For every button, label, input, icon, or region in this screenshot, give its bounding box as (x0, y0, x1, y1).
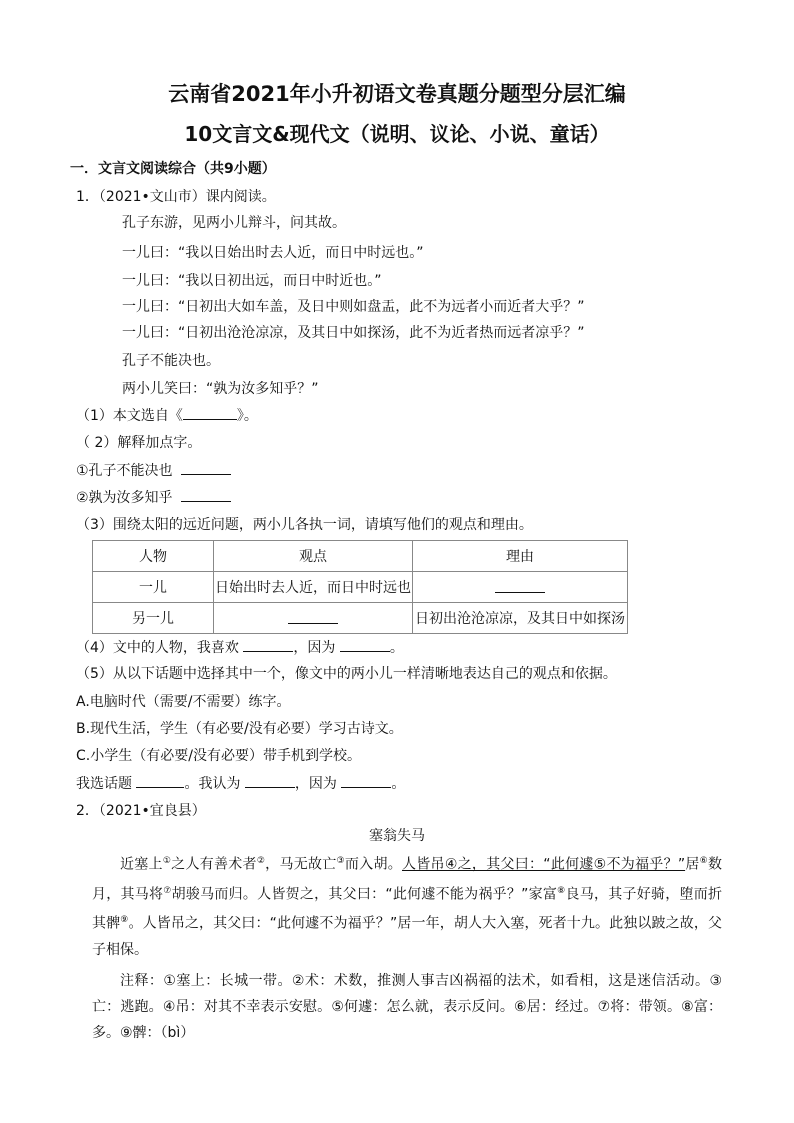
document-title: 云南省2021年小升初语文卷真题分题型分层汇编 (168, 82, 626, 106)
story-title: 塞翁失马 (369, 828, 425, 844)
sub-question-4: （4）文中的人物，我喜欢 ，因为 。 (76, 637, 404, 657)
passage-line: 一儿曰：“日初出大如车盖，及日中则如盘盂，此不为远者小而近者大乎？” (122, 299, 585, 315)
passage-line: 两小儿笑曰：“孰为汝多知乎？” (122, 381, 319, 397)
passage-line: 一儿曰：“我以日初出远，而日中时近也。” (122, 273, 382, 289)
table-cell: 日初出沧沧凉凉，及其日中如探汤 (413, 603, 628, 634)
passage-line: 孔子东游，见两小儿辩斗，问其故。 (122, 215, 346, 231)
viewpoint-table (92, 540, 628, 634)
answer-blank[interactable] (495, 578, 545, 593)
document-subtitle: 10文言文&现代文（说明、议论、小说、童话） (184, 122, 610, 146)
passage-line: 一儿曰：“日初出沧沧凉凉，及其日中如探汤，此不为近者热而远者凉乎？” (122, 325, 585, 341)
answer-blank[interactable] (245, 773, 295, 788)
story-notes: 注释：①塞上：长城一带。②术：术数，推测人事吉凶祸福的法术，如看相，这是迷信活动。③亡：逃跑。④吊：对其不幸表示安慰。⑤何遽：怎么就，表示反问。⑥居：经过。⑦将：带领。⑧富：多。⑨髀：（bì） (92, 973, 722, 1041)
answer-blank[interactable] (341, 773, 391, 788)
topic-choice: 我选话题 。我认为 ，因为 。 (76, 773, 405, 793)
table-cell: 一儿 (93, 572, 214, 603)
table-cell: 另一儿 (93, 603, 214, 634)
answer-blank[interactable] (183, 405, 237, 420)
sub-question-3: （3）围绕太阳的远近问题，两小儿各执一词，请填写他们的观点和理由。 (76, 517, 533, 533)
option-c: C.小学生（有必要/没有必要）带手机到学校。 (76, 748, 361, 764)
passage-line: 一儿曰：“我以日始出时去人近，而日中时远也。” (122, 245, 424, 261)
answer-blank[interactable] (288, 609, 338, 624)
table-cell (214, 603, 413, 634)
sub-question-2: （ 2）解释加点字。 (76, 435, 202, 451)
answer-blank[interactable] (243, 637, 293, 652)
table-cell (413, 572, 628, 603)
sub-question-1: （1）本文选自《 》。 (76, 405, 258, 425)
section-heading: 一．文言文阅读综合（共9小题） (70, 161, 276, 177)
answer-blank[interactable] (181, 487, 231, 502)
table-header: 观点 (214, 541, 413, 572)
sub-question-2a: ①孔子不能决也 (76, 460, 231, 480)
table-cell: 日始出时去人近，而日中时远也 (214, 572, 413, 603)
table-header: 人物 (93, 541, 214, 572)
table-header: 理由 (413, 541, 628, 572)
option-b: B.现代生活，学生（有必要/没有必要）学习古诗文。 (76, 721, 403, 737)
question-2-header: 2．（2021•宜良县） (76, 803, 206, 819)
story-paragraph: 近塞上①之人有善术者②，马无故亡③而入胡。人皆吊④之，其父曰：“此何遽⑤不为福乎？”居⑥数月，其马将⑦胡骏马而归。人皆贺之，其父曰：“此何遽不能为祸乎？”家富⑧良马，其子好骑，堕而折其髀⑨。人皆吊之，其父曰：“此何遽不为福乎？”居一年，胡人大入塞，死者十九。此独以跛之故，父子相保。 (92, 856, 723, 958)
answer-blank[interactable] (136, 773, 184, 788)
sub-question-2b: ②孰为汝多知乎 (76, 487, 231, 507)
underlined-sentence: 人皆吊④之，其父曰：“此何遽⑤不为福乎？” (402, 856, 686, 873)
question-1-header: 1．（2021•文山市）课内阅读。 (76, 189, 276, 205)
answer-blank[interactable] (340, 637, 390, 652)
option-a: A.电脑时代（需要/不需要）练字。 (76, 694, 291, 710)
passage-line: 孔子不能决也。 (122, 353, 220, 369)
answer-blank[interactable] (181, 460, 231, 475)
sub-question-5: （5）从以下话题中选择其中一个，像文中的两小儿一样清晰地表达自己的观点和依据。 (76, 666, 617, 682)
